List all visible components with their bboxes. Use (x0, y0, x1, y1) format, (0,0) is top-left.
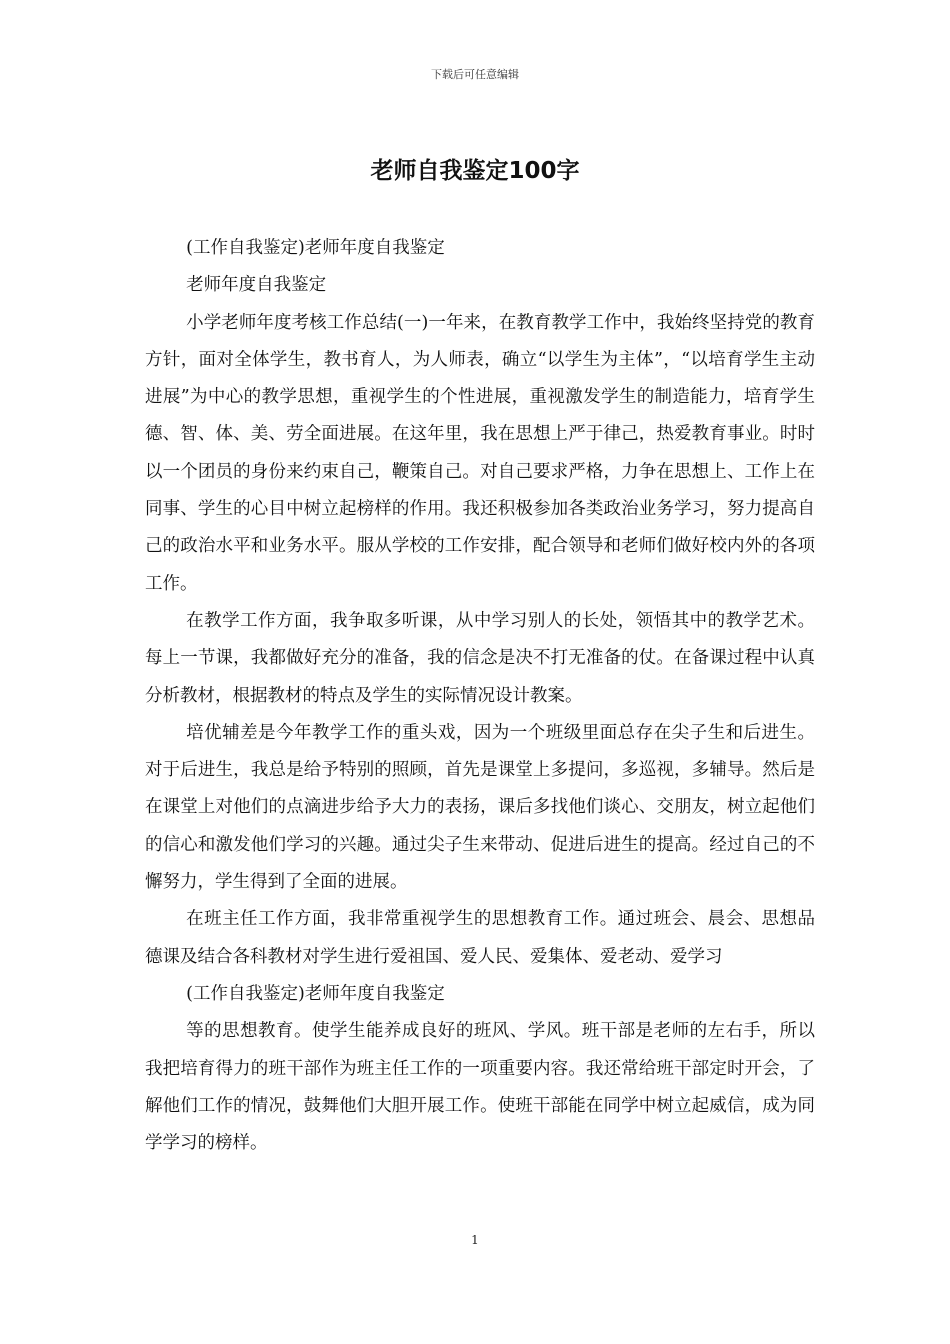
paragraph: 在教学工作方面，我争取多听课，从中学习别人的长处，领悟其中的教学艺术。每上一节课，我都做好充分的准备，我的信念是决不打无准备的仗。在备课过程中认真分析教材，根据教材的特点及学生的实际情况设计教案。 (145, 610, 815, 706)
paragraph: 培优辅差是今年教学工作的重头戏，因为一个班级里面总存在尖子生和后进生。对于后进生，我总是给予特别的照顾，首先是课堂上多提问，多巡视，多辅导。然后是在课堂上对他们的点滴进步给予大力的表扬，课后多找他们谈心、交朋友，树立起他们的信心和激发他们学习的兴趣。通过尖子生来带动、促进后进生的提高。经过自己的不懈努力，学生得到了全面的进展。 (145, 722, 815, 893)
page-number: 1 (471, 1233, 479, 1247)
paragraph: 等的思想教育。使学生能养成良好的班风、学风。班干部是老师的左右手，所以我把培育得力的班干部作为班主任工作的一项重要内容。我还常给班干部定时开会，了解他们工作的情况，鼓舞他们大胆开展工作。使班干部能在同学中树立起威信，成为同学学习的榜样。 (145, 1021, 815, 1154)
paragraph: 在班主任工作方面，我非常重视学生的思想教育工作。通过班会、晨会、思想品德课及结合各科教材对学生进行爱祖国、爱人民、爱集体、爱老动、爱学习 (145, 909, 815, 967)
header-note: 下载后可任意编辑 (431, 68, 519, 81)
document-title: 老师自我鉴定100字 (370, 158, 580, 184)
paragraph: 老师年度自我鉴定 (186, 275, 327, 296)
document-body (145, 230, 815, 1162)
paragraph: (工作自我鉴定)老师年度自我鉴定 (186, 983, 445, 1004)
paragraph: (工作自我鉴定)老师年度自我鉴定 (186, 238, 445, 258)
paragraph: 小学老师年度考核工作总结(一)一年来，在教育教学工作中，我始终坚持党的教育方针，面对全体学生，教书育人，为人师表，确立“以学生为主体”，“以培育学生主动进展”为中心的教学思想，重视学生的个性进展，重视激发学生的制造能力，培育学生德、智、体、美、劳全面进展。在这年里，我在思想上严于律己，热爱教育事业。时时以一个团员的身份来约束自己，鞭策自己。对自己要求严格，力争在思想上、工作上在同事、学生的心目中树立起榜样的作用。我还积极参加各类政治业务学习，努力提高自己的政治水平和业务水平。服从学校的工作安排，配合领导和老师们做好校内外的各项工作。 (145, 312, 815, 594)
